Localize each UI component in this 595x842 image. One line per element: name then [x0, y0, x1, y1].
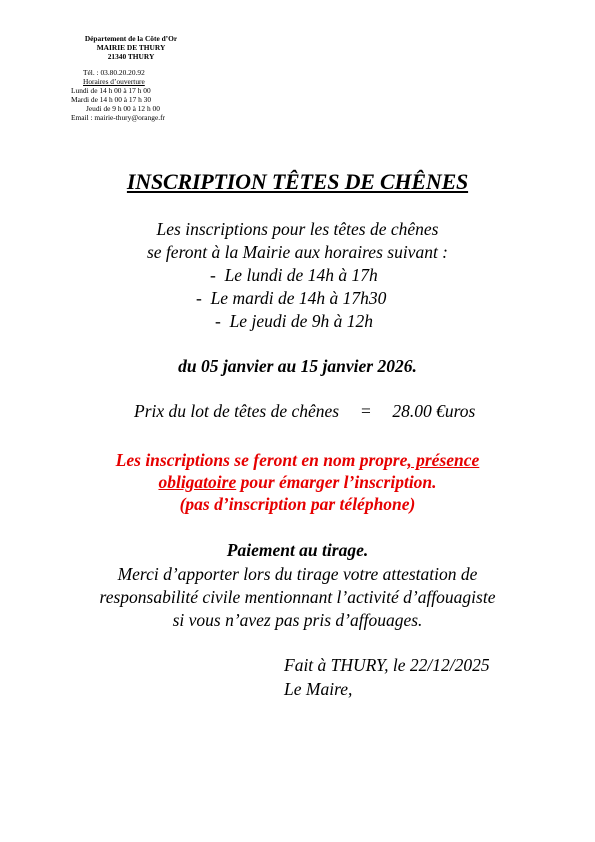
price-label: Prix du lot de têtes de chênes — [134, 401, 340, 421]
phone-number: Tél. : 03.80.20.20.92 — [83, 68, 145, 77]
hours-title: Horaires d’ouverture — [83, 77, 145, 86]
page-title: INSCRIPTION TÊTES DE CHÊNES — [126, 169, 469, 194]
payment-line-2: responsabilité civile mentionnant l’activité d’affouagiste — [99, 587, 496, 607]
schedule-item-thursday: - Le jeudi de 9h à 12h — [215, 311, 373, 331]
department-name: Département de la Côte d’Or — [84, 34, 178, 43]
registration-dates: du 05 janvier au 15 janvier 2026. — [178, 356, 417, 376]
hours-thursday: Jeudi de 9 h 00 à 12 h 00 — [86, 104, 160, 113]
notice-text-2a: obligatoire — [158, 472, 237, 492]
notice-text-1b: , présence — [407, 450, 480, 470]
price-value: 28.00 €uros — [392, 401, 476, 421]
mairie-name: MAIRIE DE THURY — [96, 43, 166, 52]
signature-place-date: Fait à THURY, le 22/12/2025 — [284, 655, 490, 675]
schedule-item-monday: - Le lundi de 14h à 17h — [210, 265, 378, 285]
notice-line-1 — [0, 450, 595, 471]
notice-line-3: (pas d’inscription par téléphone) — [179, 494, 416, 514]
payment-title: Paiement au tirage. — [226, 540, 369, 560]
hours-tuesday: Mardi de 14 h 00 à 17 h 30 — [71, 95, 152, 104]
notice-text-2b: pour émarger l’inscription. — [236, 472, 437, 492]
signature-signer: Le Maire, — [284, 679, 353, 699]
intro-line-2: se feront à la Mairie aux horaires suivant : — [146, 242, 449, 262]
notice-text-1a: Les inscriptions se feront en nom propre — [115, 450, 408, 470]
payment-line-3: si vous n’avez pas pris d’affouages. — [172, 610, 423, 630]
schedule-item-tuesday: - Le mardi de 14h à 17h30 — [196, 288, 387, 308]
payment-line-1: Merci d’apporter lors du tirage votre attestation de — [117, 564, 478, 584]
intro-line-1: Les inscriptions pour les têtes de chênes — [156, 219, 439, 239]
price-equals: = — [359, 401, 372, 421]
hours-monday: Lundi de 14 h 00 à 17 h 00 — [71, 86, 151, 95]
postal-address: 21340 THURY — [107, 52, 155, 61]
schedule-tuesday-text: Le mardi de 14h à 17h30 — [210, 288, 387, 308]
lot-price-line — [134, 401, 475, 422]
schedule-monday-text: Le lundi de 14h à 17h — [224, 265, 378, 285]
mairie-header — [66, 34, 206, 122]
notice-line-2 — [0, 472, 595, 493]
email-address: Email : mairie-thury@orange.fr — [71, 113, 166, 122]
schedule-thursday-text: Le jeudi de 9h à 12h — [229, 311, 373, 331]
